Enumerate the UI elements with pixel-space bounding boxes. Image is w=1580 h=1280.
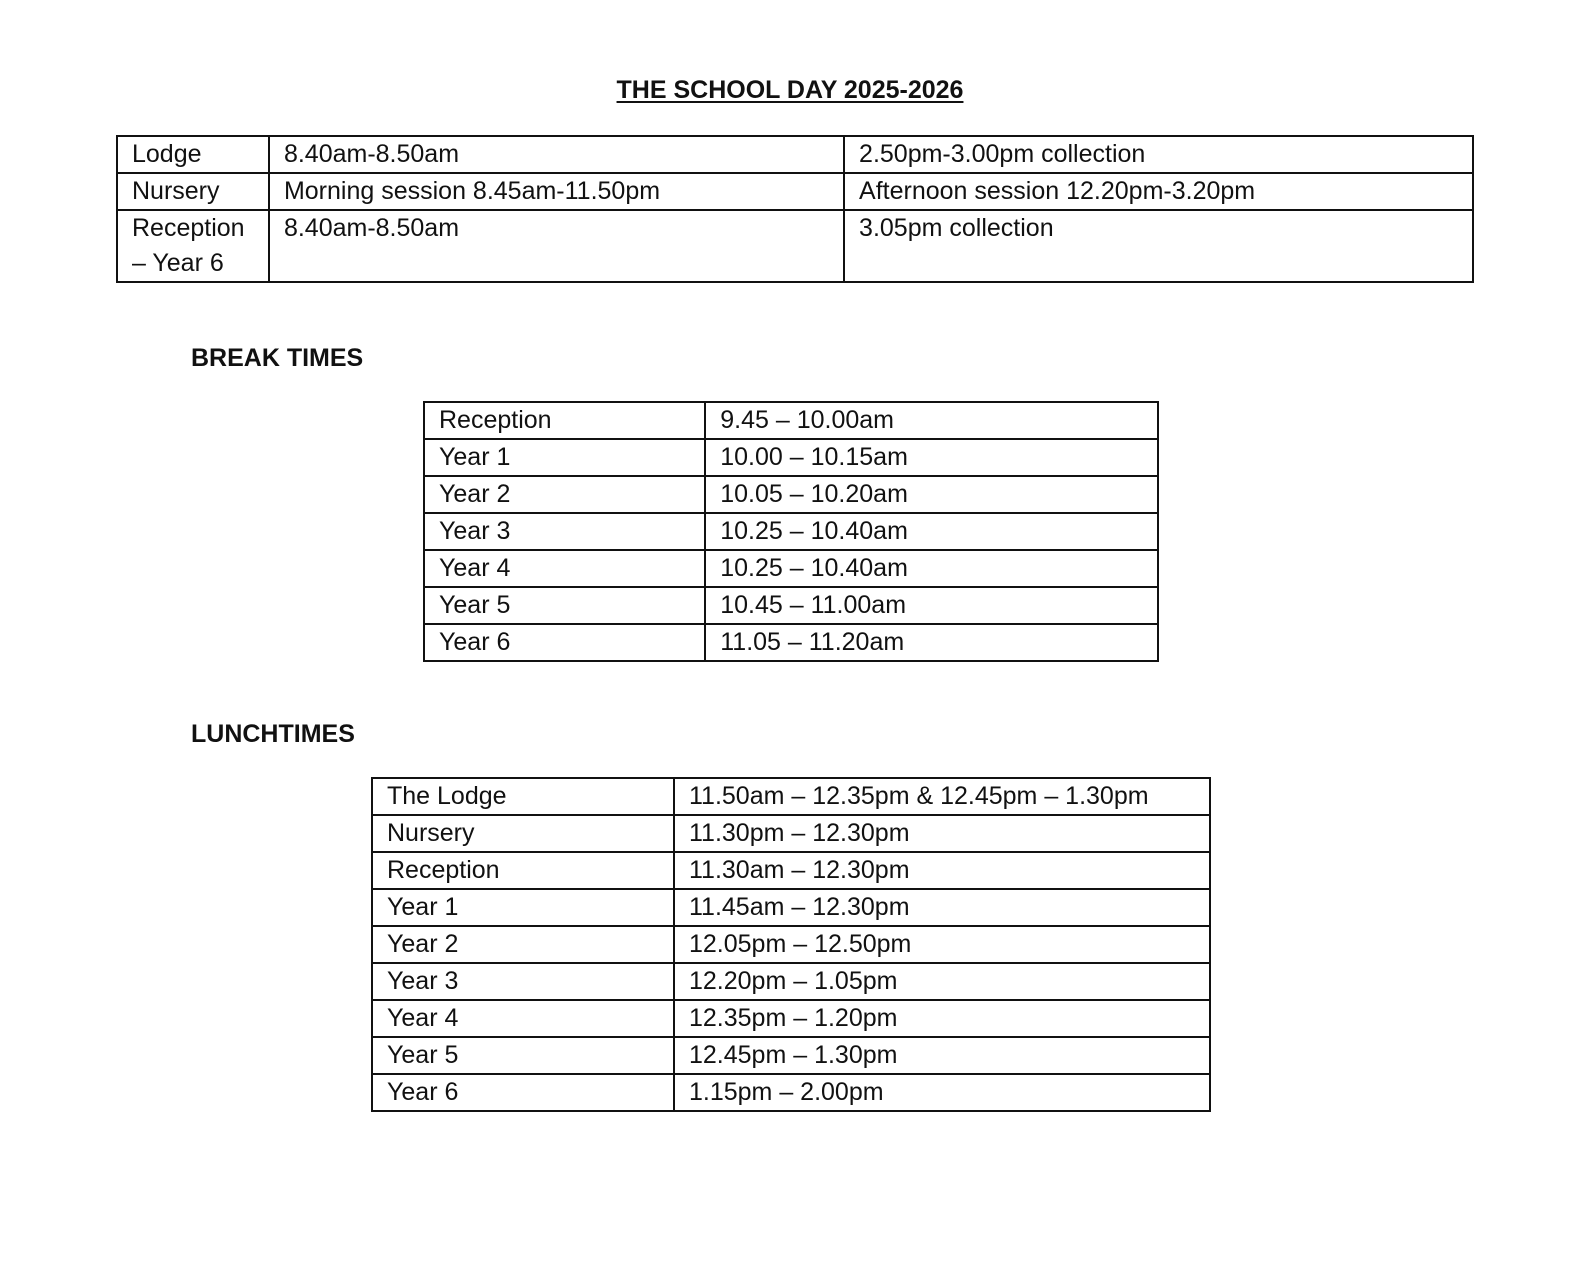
group-cell: Year 5 xyxy=(424,587,705,624)
table-row xyxy=(117,210,1473,282)
table-row xyxy=(372,963,1210,1000)
time-cell: 10.05 – 10.20am xyxy=(705,476,1158,513)
time-cell: 11.30pm – 12.30pm xyxy=(674,815,1210,852)
table-row xyxy=(424,439,1158,476)
time-cell: 11.05 – 11.20am xyxy=(705,624,1158,661)
table-row xyxy=(117,136,1473,173)
table-row xyxy=(424,624,1158,661)
time-cell: 11.30am – 12.30pm xyxy=(674,852,1210,889)
table-row xyxy=(424,550,1158,587)
table-row xyxy=(424,476,1158,513)
table-row xyxy=(372,889,1210,926)
table-row xyxy=(372,1037,1210,1074)
group-cell: Year 5 xyxy=(372,1037,674,1074)
group-cell: Year 1 xyxy=(372,889,674,926)
end-time-cell: Afternoon session 12.20pm-3.20pm xyxy=(844,173,1473,210)
time-cell: 9.45 – 10.00am xyxy=(705,402,1158,439)
group-cell: Year 4 xyxy=(424,550,705,587)
group-cell: Lodge xyxy=(117,136,269,173)
start-time-cell: Morning session 8.45am-11.50pm xyxy=(269,173,844,210)
table-row xyxy=(117,173,1473,210)
table-row xyxy=(372,852,1210,889)
start-time-cell: 8.40am-8.50am xyxy=(269,136,844,173)
time-cell: 11.45am – 12.30pm xyxy=(674,889,1210,926)
group-cell: Year 1 xyxy=(424,439,705,476)
group-cell: Reception – Year 6 xyxy=(117,210,269,282)
group-cell: The Lodge xyxy=(372,778,674,815)
table-row xyxy=(372,926,1210,963)
table-row xyxy=(372,778,1210,815)
table-row xyxy=(372,1000,1210,1037)
table-row xyxy=(372,1074,1210,1111)
table-row xyxy=(424,587,1158,624)
time-cell: 12.35pm – 1.20pm xyxy=(674,1000,1210,1037)
group-cell: Reception xyxy=(424,402,705,439)
group-cell: Year 3 xyxy=(372,963,674,1000)
end-time-cell: 2.50pm-3.00pm collection xyxy=(844,136,1473,173)
page-title: THE SCHOOL DAY 2025-2026 xyxy=(616,76,964,104)
group-cell: Year 3 xyxy=(424,513,705,550)
group-cell: Nursery xyxy=(372,815,674,852)
group-cell: Nursery xyxy=(117,173,269,210)
table-row xyxy=(424,513,1158,550)
time-cell: 1.15pm – 2.00pm xyxy=(674,1074,1210,1111)
time-cell: 10.45 – 11.00am xyxy=(705,587,1158,624)
lunchtimes-table xyxy=(371,777,1211,1112)
table-row xyxy=(424,402,1158,439)
group-cell: Year 4 xyxy=(372,1000,674,1037)
start-time-cell: 8.40am-8.50am xyxy=(269,210,844,282)
group-cell: Reception xyxy=(372,852,674,889)
table-row xyxy=(372,815,1210,852)
group-cell: Year 2 xyxy=(424,476,705,513)
time-cell: 12.05pm – 12.50pm xyxy=(674,926,1210,963)
school-day-table xyxy=(116,135,1474,283)
group-cell: Year 6 xyxy=(424,624,705,661)
group-cell: Year 2 xyxy=(372,926,674,963)
end-time-cell: 3.05pm collection xyxy=(844,210,1473,282)
lunchtimes-heading: LUNCHTIMES xyxy=(191,720,355,748)
time-cell: 10.00 – 10.15am xyxy=(705,439,1158,476)
time-cell: 12.45pm – 1.30pm xyxy=(674,1037,1210,1074)
break-times-heading: BREAK TIMES xyxy=(191,344,364,372)
time-cell: 10.25 – 10.40am xyxy=(705,550,1158,587)
group-cell: Year 6 xyxy=(372,1074,674,1111)
time-cell: 12.20pm – 1.05pm xyxy=(674,963,1210,1000)
break-times-table xyxy=(423,401,1159,662)
time-cell: 11.50am – 12.35pm & 12.45pm – 1.30pm xyxy=(674,778,1210,815)
time-cell: 10.25 – 10.40am xyxy=(705,513,1158,550)
